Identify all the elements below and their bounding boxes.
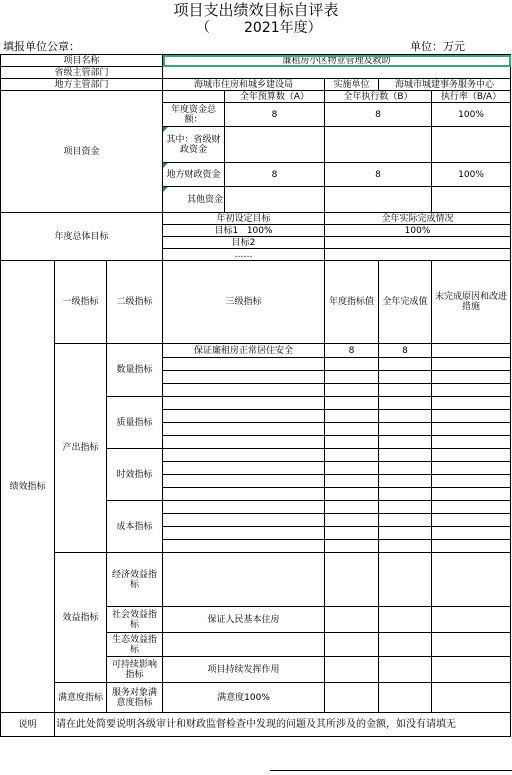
quantity-item[interactable]: 保证廉租房正常居住安全 <box>163 344 325 358</box>
project-name-cell[interactable]: 廉租房小区物业管理及救助 <box>163 55 511 67</box>
fund-other-rate[interactable] <box>432 187 511 213</box>
satisfaction-l1-label: 满意度指标 <box>55 683 107 713</box>
unit-row <box>0 40 512 54</box>
fund-province-budget[interactable] <box>225 127 325 163</box>
impl-unit-label: 实施单位 <box>325 79 379 91</box>
goal1-label: 目标1 <box>214 225 239 236</box>
benefit-label: 效益指标 <box>55 553 107 683</box>
fund-local-exec[interactable]: 8 <box>325 163 432 187</box>
funds-header-blank <box>163 91 225 103</box>
goal2-plan[interactable]: 目标2 <box>163 237 325 249</box>
goal-more-plan[interactable]: …… <box>163 249 325 261</box>
fund-local-label: 地方财政资金 <box>163 163 225 187</box>
satisfaction-l2-label: 服务对象满意度指标 <box>107 683 163 713</box>
impl-unit-cell[interactable]: 海城市城建事务服务中心 <box>379 79 511 91</box>
goal-plan-header: 年初设定目标 <box>163 213 325 225</box>
footer-line <box>270 770 512 771</box>
unit-label: 单位：万元 <box>410 40 465 53</box>
fund-total-budget[interactable]: 8 <box>225 103 325 127</box>
col-reason-header: 未完成原因和改进措施 <box>432 261 511 344</box>
goal2-actual[interactable] <box>325 237 511 249</box>
output-label: 产出指标 <box>55 344 107 553</box>
col-level3-header: 三级指标 <box>163 261 325 344</box>
quantity-label: 数量指标 <box>107 344 163 397</box>
goals-section-label: 年度总体目标 <box>1 213 163 261</box>
note-label: 说明 <box>1 713 55 737</box>
fund-other-label: 其他资金 <box>163 187 225 213</box>
page-title: 项目支出绩效目标自评表 <box>173 1 339 19</box>
fund-total-rate[interactable]: 100% <box>432 103 511 127</box>
col-target-header: 年度指标值 <box>325 261 379 344</box>
report-year: 2021年度） <box>244 20 322 36</box>
economic-label: 经济效益指标 <box>107 553 163 607</box>
social-label: 社会效益指标 <box>107 607 163 633</box>
fund-province-rate[interactable] <box>432 127 511 163</box>
col-rate-header: 执行率（B/A） <box>432 91 511 103</box>
col-done-header: 全年完成值 <box>379 261 432 344</box>
fund-other-budget[interactable] <box>225 187 325 213</box>
funds-section-label: 项目资金 <box>1 91 163 213</box>
col-level1-header: 一级指标 <box>55 261 107 344</box>
goal-actual-header: 全年实际完成情况 <box>325 213 511 225</box>
paren-left: （ <box>196 20 210 36</box>
province-dept-label: 省级主管部门 <box>1 67 163 79</box>
fund-local-rate[interactable]: 100% <box>432 163 511 187</box>
cost-label: 成本指标 <box>107 501 163 553</box>
goal1-plan-value: 100% <box>246 225 273 236</box>
fund-other-exec[interactable] <box>325 187 432 213</box>
fund-total-label: 年度资金总额： <box>163 103 225 127</box>
col-exec-header: 全年执行数（B） <box>325 91 432 103</box>
local-dept-label: 地方主管部门 <box>1 79 163 91</box>
quantity-done[interactable]: 8 <box>379 344 432 358</box>
time-label: 时效指标 <box>107 449 163 501</box>
col-budget-header: 全年预算数（A） <box>225 91 325 103</box>
perf-section-label: 绩效指标 <box>1 261 55 713</box>
sustain-item[interactable]: 项目持续发挥作用 <box>163 657 325 683</box>
goal1-plan[interactable] <box>163 225 325 237</box>
sustain-label: 可持续影响指标 <box>107 657 163 683</box>
goal-more-actual[interactable] <box>325 249 511 261</box>
social-item[interactable]: 保证人民基本住房 <box>163 607 325 633</box>
eco-label: 生态效益指标 <box>107 633 163 657</box>
fund-local-budget[interactable]: 8 <box>225 163 325 187</box>
project-name-label: 项目名称 <box>1 55 163 67</box>
fund-province-label: 其中：省级财政资金 <box>163 127 225 163</box>
quantity-target[interactable]: 8 <box>325 344 379 358</box>
evaluation-table <box>0 54 511 737</box>
goal1-actual[interactable]: 100% <box>325 225 511 237</box>
note-text[interactable]: 请在此处简要说明各级审计和财政监督检查中发现的问题及其所涉及的金额，如没有请填无 <box>55 713 511 737</box>
local-dept-cell[interactable]: 海城市住房和城乡建设局 <box>163 79 325 91</box>
province-dept-cell[interactable] <box>163 67 511 79</box>
quantity-reason[interactable] <box>432 344 511 358</box>
col-level2-header: 二级指标 <box>107 261 163 344</box>
quality-label: 质量指标 <box>107 397 163 449</box>
fund-total-exec[interactable]: 8 <box>325 103 432 127</box>
org-label: 填报单位公章： <box>3 40 80 53</box>
satisfaction-item[interactable]: 满意度100% <box>163 683 325 713</box>
fund-province-exec[interactable] <box>325 127 432 163</box>
